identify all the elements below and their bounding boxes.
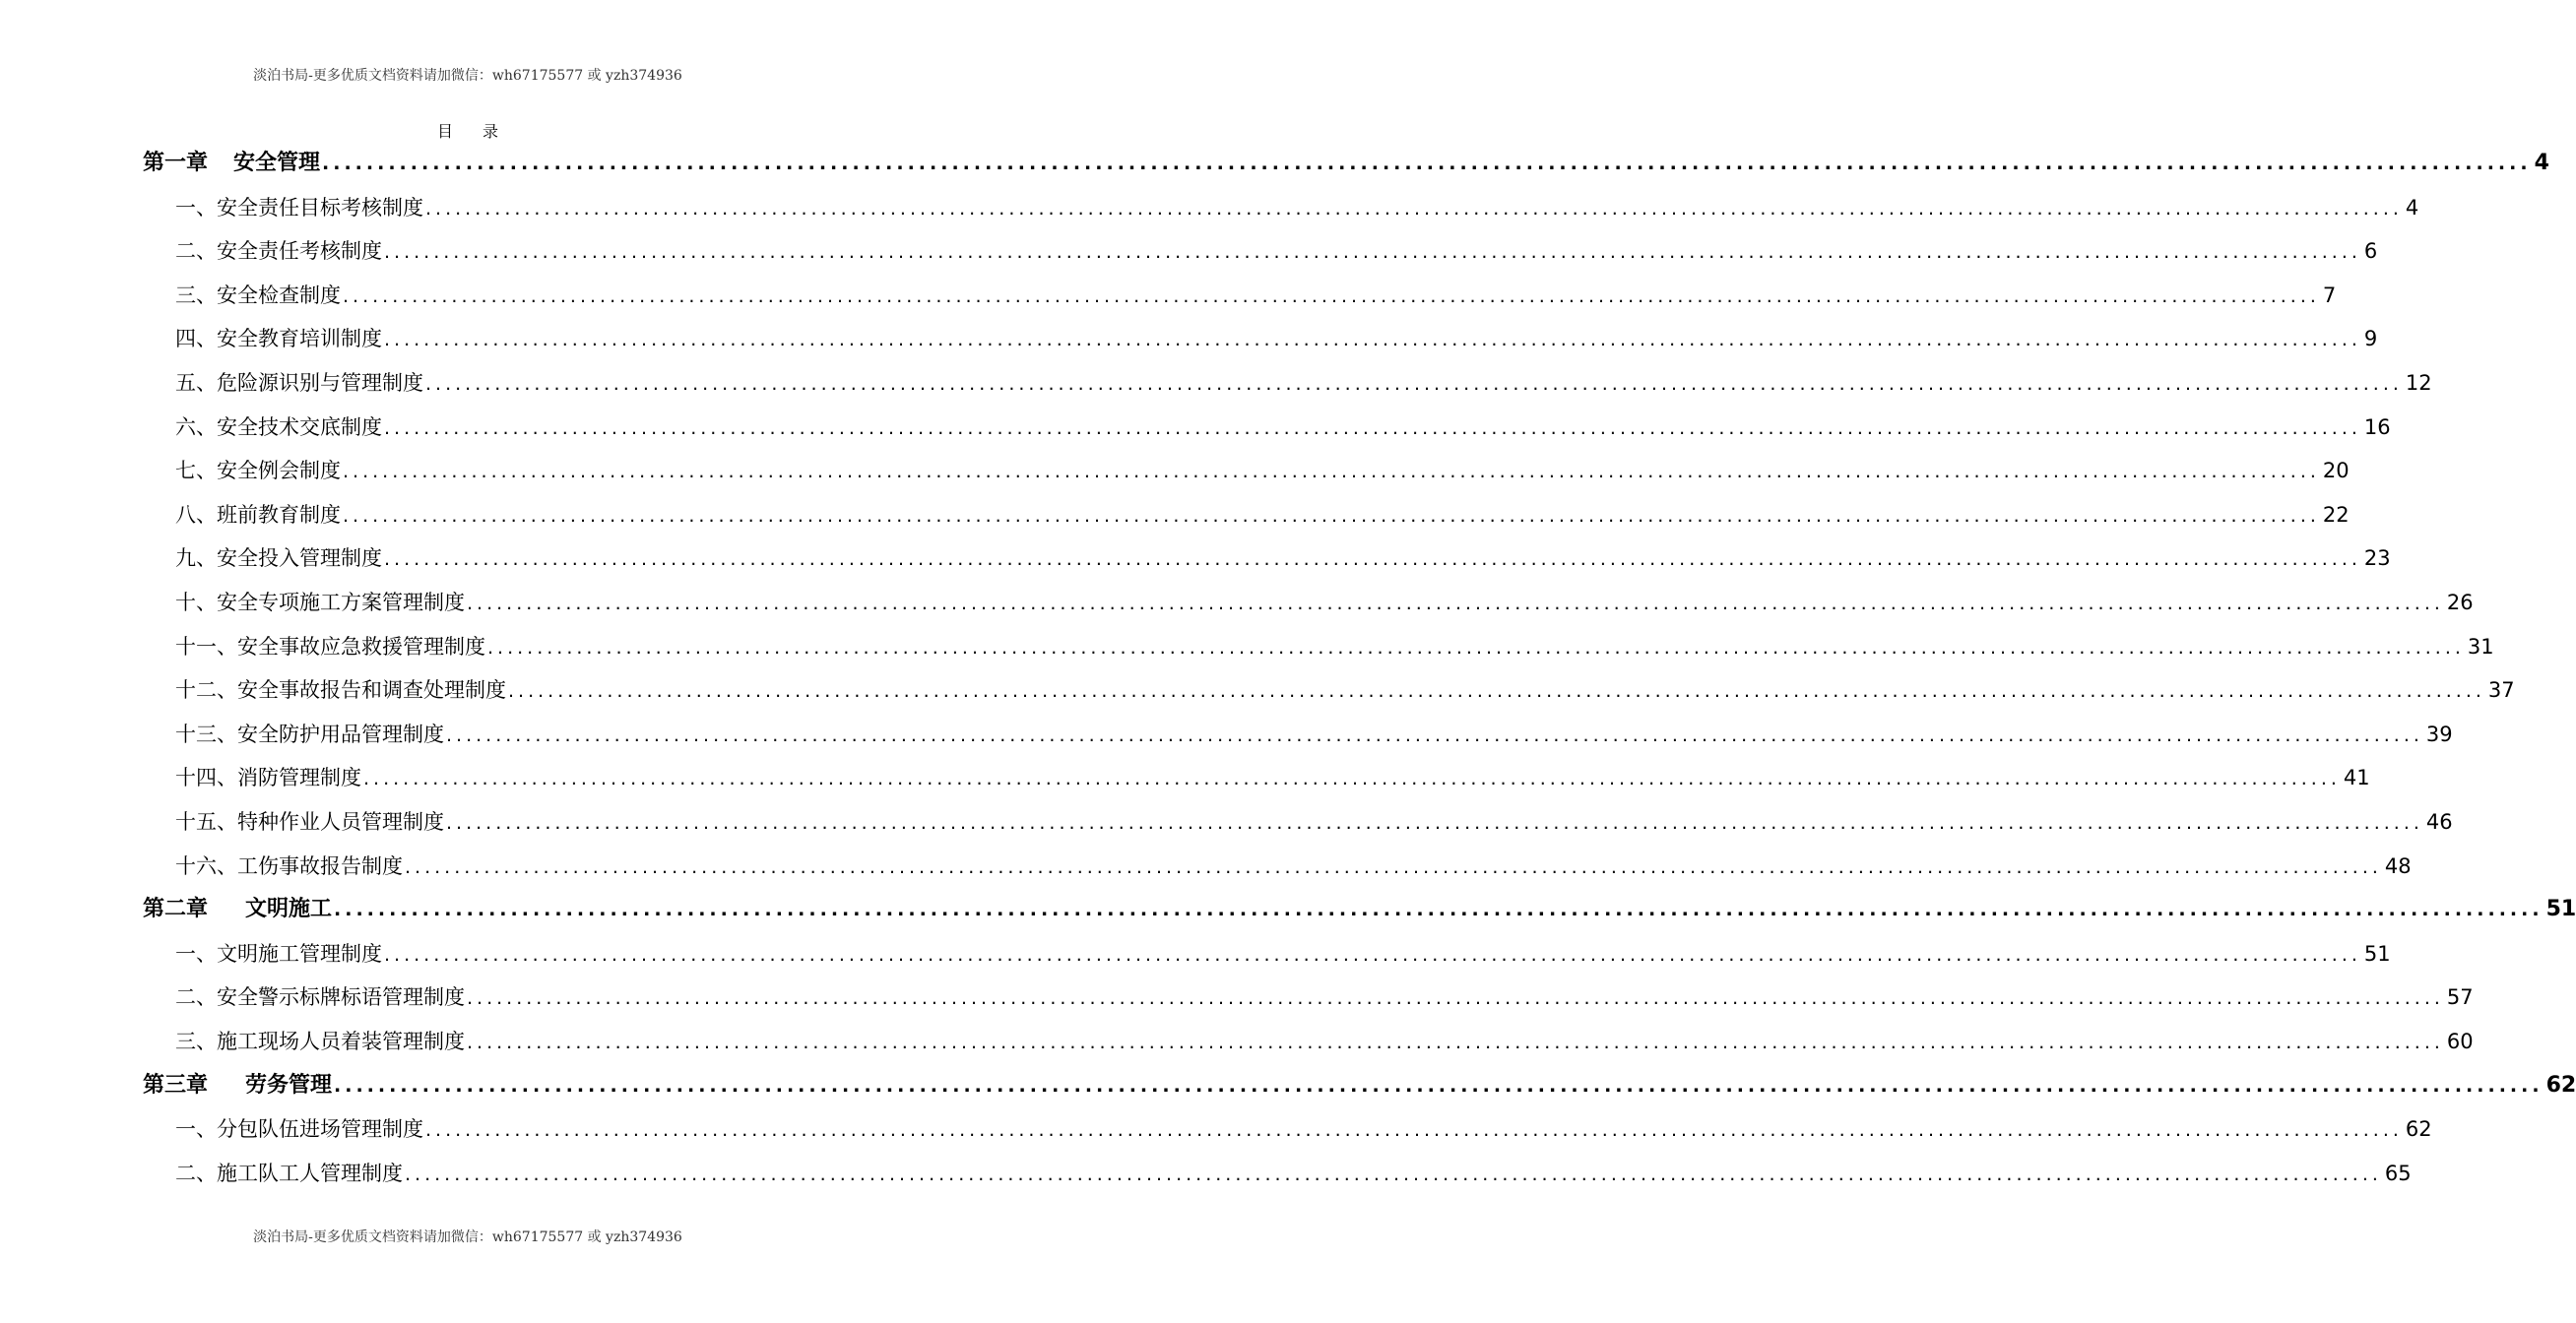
toc-page-number: 16 [2363, 415, 2391, 439]
toc-chapter-number: 第一章 [143, 151, 209, 175]
toc-page-number: 46 [2425, 810, 2453, 834]
toc-chapter-label [143, 888, 332, 931]
toc-section-entry [0, 845, 2412, 888]
toc-section-label: 六、安全技术交底制度 [175, 415, 382, 439]
toc-section-label: 七、安全例会制度 [175, 459, 341, 482]
toc-section-entry [0, 449, 2350, 492]
toc-section-entry [0, 976, 2474, 1019]
toc-chapter-title: 劳务管理 [245, 1073, 333, 1098]
toc-page-number: 51 [2363, 942, 2391, 966]
toc-section-label: 十四、消防管理制度 [175, 766, 361, 789]
toc-dot-leader: ........................................................................................................................................................................................................ [425, 198, 2403, 220]
toc-section-entry [0, 668, 2515, 712]
toc-section-entry [0, 713, 2453, 756]
toc-dot-leader: ........................................................................................................................................................................................................ [334, 899, 2544, 920]
toc-section-entry [0, 274, 2337, 317]
toc-page-number: 22 [2322, 503, 2350, 527]
toc-page-number: 62 [2545, 1073, 2576, 1098]
toc-dot-leader: ........................................................................................................................................................................................................ [467, 987, 2444, 1009]
toc-section-label: 二、施工队工人管理制度 [175, 1162, 403, 1185]
toc-dot-leader: ........................................................................................................................................................................................................ [405, 1164, 2382, 1185]
toc-section-label: 四、安全教育培训制度 [175, 327, 382, 350]
page-footer-note: 淡泊书局-更多优质文档资料请加微信：wh67175577 或 yzh374936 [253, 1229, 682, 1245]
toc-dot-leader: ........................................................................................................................................................................................................ [446, 812, 2423, 834]
toc-section-label: 三、安全检查制度 [175, 284, 341, 307]
toc-dot-leader: ........................................................................................................................................................................................................ [384, 548, 2361, 570]
toc-section-label: 八、班前教育制度 [175, 503, 341, 527]
toc-page-number: 39 [2425, 723, 2453, 746]
toc-page-number: 48 [2384, 854, 2412, 878]
toc-dot-leader: ........................................................................................................................................................................................................ [384, 241, 2361, 263]
toc-page-number: 20 [2322, 459, 2350, 482]
toc-page-number: 12 [2405, 371, 2432, 395]
toc-dot-leader: ........................................................................................................................................................................................................ [363, 768, 2341, 789]
toc-dot-leader: ........................................................................................................................................................................................................ [343, 285, 2320, 307]
toc-chapter-entry [0, 888, 2576, 931]
toc-dot-leader: ........................................................................................................................................................................................................ [384, 329, 2361, 350]
toc-section-entry [0, 1020, 2474, 1063]
toc-section-label: 十六、工伤事故报告制度 [175, 854, 403, 878]
toc-chapter-label [143, 142, 320, 185]
toc-chapter-number: 第二章 [143, 897, 209, 921]
toc-dot-leader: ........................................................................................................................................................................................................ [425, 373, 2403, 395]
toc-section-label: 一、分包队伍进场管理制度 [175, 1117, 423, 1141]
toc-section-label: 二、安全责任考核制度 [175, 239, 382, 263]
toc-section-entry [0, 361, 2432, 405]
toc-section-entry [0, 756, 2370, 799]
toc-section-entry [0, 406, 2391, 449]
toc-title: 目录 [436, 122, 528, 141]
page-header-note: 淡泊书局-更多优质文档资料请加微信：wh67175577 或 yzh374936 [253, 68, 682, 84]
toc-section-entry [0, 800, 2453, 844]
toc-dot-leader: ........................................................................................................................................................................................................ [334, 1075, 2544, 1097]
toc-dot-leader: ........................................................................................................................................................................................................ [446, 724, 2423, 746]
toc-chapter-entry [0, 142, 2549, 185]
toc-section-entry [0, 581, 2474, 624]
toc-section-label: 二、安全警示标牌标语管理制度 [175, 985, 465, 1009]
toc-page-number: 57 [2446, 985, 2474, 1009]
toc-page-number: 41 [2343, 766, 2370, 789]
toc-chapter-title: 安全管理 [233, 151, 321, 175]
toc-section-label: 十五、特种作业人员管理制度 [175, 810, 444, 834]
toc-section-entry [0, 625, 2494, 668]
toc-chapter-number: 第三章 [143, 1073, 209, 1098]
toc-dot-leader: ........................................................................................................................................................................................................ [343, 461, 2320, 482]
toc-dot-leader: ........................................................................................................................................................................................................ [508, 680, 2485, 702]
toc-page-number: 62 [2405, 1117, 2432, 1141]
toc-section-entry [0, 1152, 2412, 1195]
toc-chapter-title: 文明施工 [245, 897, 333, 921]
toc-dot-leader: ........................................................................................................................................................................................................ [425, 1119, 2403, 1141]
toc-dot-leader: ........................................................................................................................................................................................................ [384, 417, 2361, 439]
toc-page-number: 37 [2487, 678, 2515, 702]
toc-section-entry [0, 1107, 2432, 1151]
toc-page-number: 51 [2545, 897, 2576, 921]
toc-section-label: 九、安全投入管理制度 [175, 546, 382, 570]
toc-dot-leader: ........................................................................................................................................................................................................ [384, 944, 2361, 966]
toc-page-number: 65 [2384, 1162, 2412, 1185]
toc-section-entry [0, 536, 2391, 580]
toc-page-number: 31 [2467, 635, 2494, 659]
toc-dot-leader: ........................................................................................................................................................................................................ [322, 153, 2532, 174]
toc-section-entry [0, 493, 2350, 536]
toc-section-entry [0, 932, 2391, 976]
toc-section-entry [0, 317, 2378, 360]
toc-dot-leader: ........................................................................................................................................................................................................ [343, 505, 2320, 527]
toc-page-number: 9 [2363, 327, 2378, 350]
toc-page-number: 23 [2363, 546, 2391, 570]
toc-dot-leader: ........................................................................................................................................................................................................ [487, 637, 2465, 659]
toc-section-label: 十二、安全事故报告和调查处理制度 [175, 678, 506, 702]
toc-section-label: 三、施工现场人员着装管理制度 [175, 1030, 465, 1053]
toc-section-label: 五、危险源识别与管理制度 [175, 371, 423, 395]
toc-dot-leader: ........................................................................................................................................................................................................ [467, 1032, 2444, 1053]
toc-page-number: 26 [2446, 591, 2474, 614]
toc-page-number: 4 [2405, 196, 2419, 220]
toc-section-label: 十一、安全事故应急救援管理制度 [175, 635, 485, 659]
toc-section-label: 一、安全责任目标考核制度 [175, 196, 423, 220]
toc-dot-leader: ........................................................................................................................................................................................................ [405, 856, 2382, 878]
toc-page-number: 4 [2534, 151, 2549, 175]
toc-section-label: 十、安全专项施工方案管理制度 [175, 591, 465, 614]
toc-section-entry [0, 186, 2419, 229]
toc-dot-leader: ........................................................................................................................................................................................................ [467, 593, 2444, 614]
toc-chapter-label [143, 1064, 332, 1107]
toc-chapter-entry [0, 1064, 2576, 1107]
toc-section-label: 十三、安全防护用品管理制度 [175, 723, 444, 746]
toc-section-label: 一、文明施工管理制度 [175, 942, 382, 966]
toc-page-number: 60 [2446, 1030, 2474, 1053]
toc-page-number: 7 [2322, 284, 2337, 307]
toc-section-entry [0, 229, 2378, 273]
toc-page-number: 6 [2363, 239, 2378, 263]
